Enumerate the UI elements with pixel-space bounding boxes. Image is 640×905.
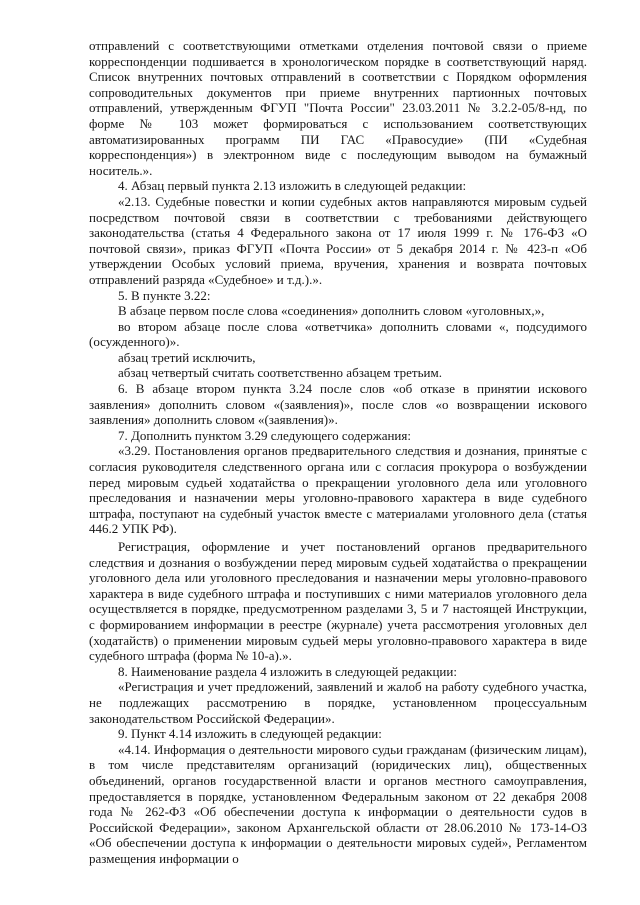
paragraph-16: «4.14. Информация о деятельности мирового судьи гражданам (физическим лицам), в том числе представителям организаций (юридических лиц), общественных объединений, органов государственной власти и органов местного самоуправления, предоставляется в порядке, установленном Федеральным законом от 22 декабря 2008 года № 262-ФЗ «Об обеспечении доступа к информации о деятельности судов в Российской Федерации», законом Архангельской области от 28.06.2010 № 173-14-ОЗ «Об обеспечении доступа к информации о деятельности мировых судей», Регламентом размещения информации о [89, 741, 587, 866]
paragraph-12: Регистрация, оформление и учет постановлений органов предварительного следствия и дознания о возбуждении перед мировым судьей ходатайства о прекращении уголовного дела или уголовного преследования и назначении меры уголовно-правового характера в виде судебного штрафа и поступивших с ними материалов уголовного дела осуществляется в порядке, предусмотренном разделами 3, 5 и 7 настоящей Инструкции, с формированием информации в реестре (журнале) учета рассмотрения уголовных дел (ходатайств) о применении мировым судьей меры уголовно-правового характера в виде судебного штрафа (форма № 10-а).». [89, 539, 587, 664]
paragraph-15: 9. Пункт 4.14 изложить в следующей редакции: [118, 726, 382, 742]
paragraph-4: 5. В пункте 3.22: [118, 287, 211, 303]
paragraph-8: абзац четвертый считать соответственно абзацем третьим. [118, 365, 442, 381]
paragraph-11: «3.29. Постановления органов предварительного следствия и дознания, принятые с согласия руководителя следственного органа или с согласия прокурора о возбуждении перед мировым судьей ходатайства о прекращении уголовного дела или уголовного преследования и назначении меры уголовно-правового характера в виде судебного штрафа, поступают на судебный участок вместе с материалами уголовного дела (статья 446.2 УПК РФ). [89, 443, 587, 537]
paragraph-1: отправлений с соответствующими отметками отделения почтовой связи о приеме корреспонденции подшивается в хронологическом порядке в соответствующий наряд. Список внутренних почтовых отправлений в соответствии с Порядком оформления сопроводительных документов при приеме внутренних партионных почтовых отправлений, утвержденным ФГУП "Почта России" 23.03.2011 № 3.2.2-05/8-нд, по форме № 103 может формироваться с использованием соответствующих автоматизированных программ ПИ ГАС «Правосудие» (ПИ «Судебная корреспонденция») в электронном виде с последующим выводом на бумажный носитель.». [89, 38, 587, 178]
paragraph-7: абзац третий исключить, [118, 349, 256, 365]
paragraph-14: «Регистрация и учет предложений, заявлений и жалоб на работу судебного участка, не подлежащих рассмотрению в порядке, установленном процессуальным законодательством Российской Федерации». [89, 679, 587, 726]
paragraph-10: 7. Дополнить пунктом 3.29 следующего содержания: [118, 427, 411, 443]
paragraph-5: В абзаце первом после слова «соединения» дополнить словом «уголовных,», [118, 303, 545, 319]
paragraph-2: 4. Абзац первый пункта 2.13 изложить в следующей редакции: [118, 178, 467, 194]
paragraph-9: 6. В абзаце втором пункта 3.24 после слов «об отказе в принятии искового заявления» дополнить словом «(заявления)», после слов «о возвращении искового заявления» дополнить словом «(заявления)». [89, 381, 587, 428]
paragraph-6: во втором абзаце после слова «ответчика» дополнить словами «, подсудимого (осужденного)». [89, 318, 587, 350]
paragraph-13: 8. Наименование раздела 4 изложить в следующей редакции: [118, 663, 457, 679]
paragraph-3: «2.13. Судебные повестки и копии судебных актов направляются мировым судьей посредством почтовой связи в соответствии с требованиями действующего законодательства (статья 4 Федерального закона от 17 июля 1999 г. № 176-ФЗ «О почтовой связи», приказ ФГУП «Почта России» от 5 декабря 2014 г. № 423-п «Об утверждении Особых условий приема, вручения, хранения и возврата почтовых отправлений разряда «Судебное» и т.д.).». [89, 193, 587, 287]
document-page [89, 38, 587, 866]
